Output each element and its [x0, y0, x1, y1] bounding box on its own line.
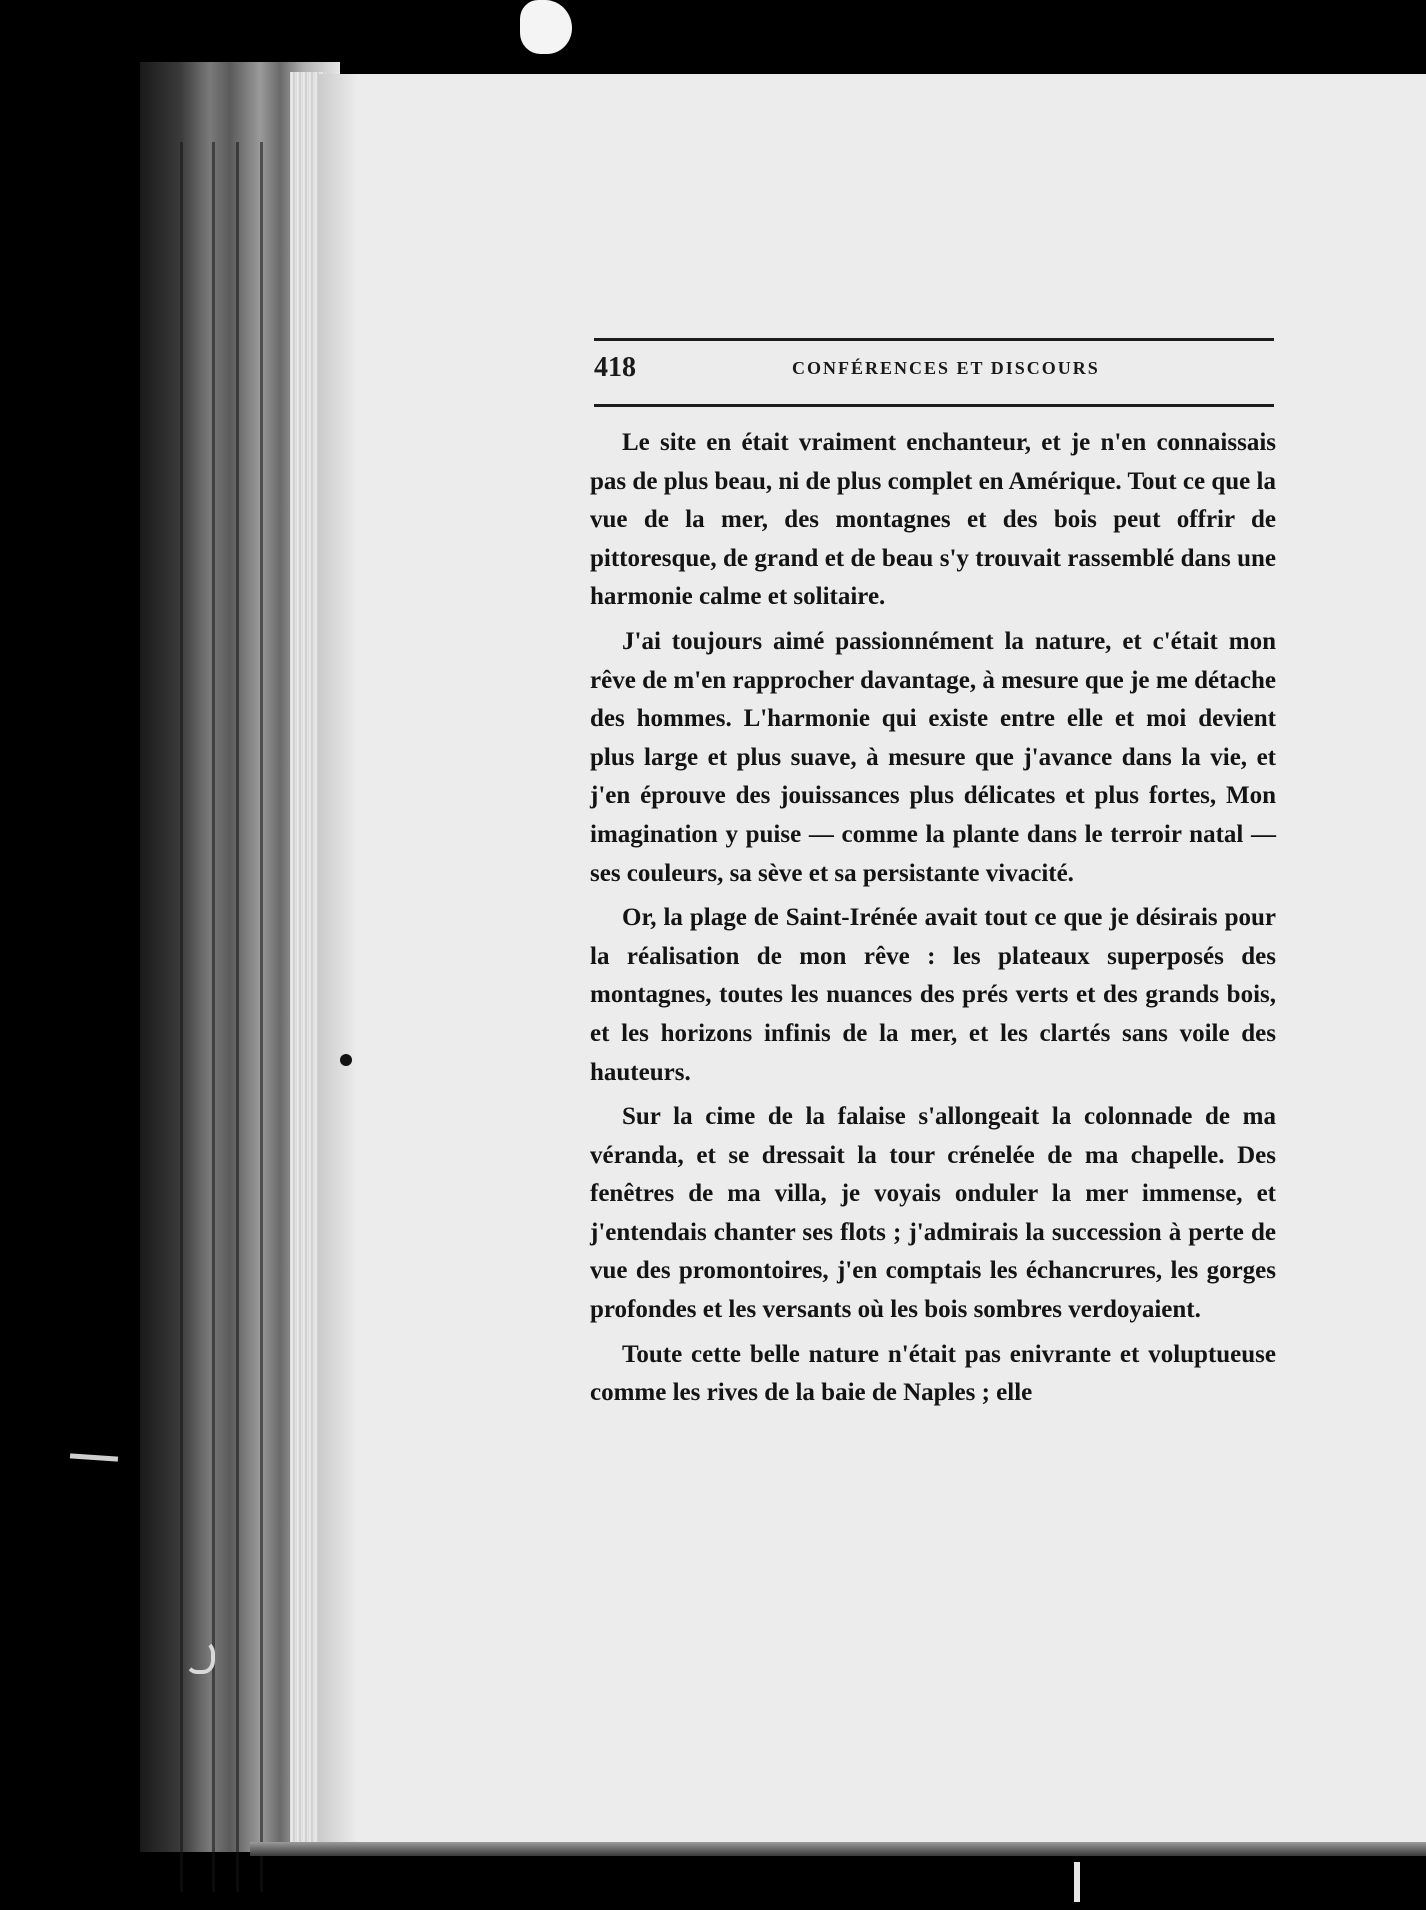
cover-line: [260, 142, 263, 1892]
running-head-title: CONFÉRENCES ET DISCOURS: [792, 358, 1100, 378]
book-bottom-edge: [250, 1842, 1426, 1856]
body-text: [590, 424, 1276, 1419]
paragraph: Sur la cime de la falaise s'allongeait la colonnade de ma véranda, et se dressait la tour crénelée de ma chapelle. Des fenêtres de ma villa, je voyais onduler la mer immense, et j'entendais chanter ses flots ; j'admirais la succession à perte de vue des promontoires, j'en comptais les échancrures, les gorges profondes et les versants où les bois sombres verdoyaient.: [590, 1103, 1276, 1324]
scan-mark: [1074, 1862, 1080, 1902]
paragraph: Le site en était vraiment enchanteur, et je n'en connaissais pas de plus beau, ni de plus complet en Amérique. Tout ce que la vue de la mer, des montagnes et des bois peut offrir de pittoresque, de grand et de beau s'y trouvait rassemblé dans une harmonie calme et solitaire.: [590, 429, 1276, 611]
page-dot: [340, 1054, 352, 1066]
scan-mark: [70, 1453, 118, 1461]
header-rule-bottom: [594, 404, 1274, 407]
paragraph: J'ai toujours aimé passionnément la nature, et c'était mon rêve de m'en rapprocher davantage, à mesure que je me détache des hommes. L'harmonie qui existe entre elle et moi devient plus large et plus suave, à mesure que j'avance dans la vie, et j'en éprouve des jouissances plus délicates et plus fortes, Mon imagination y puise — comme la plante dans le terroir natal — ses couleurs, sa sève et sa persistante vivacité.: [590, 627, 1276, 887]
cover-line: [180, 142, 183, 1892]
cover-line: [212, 142, 215, 1892]
scan-mark: [185, 1640, 215, 1674]
paragraph: Or, la plage de Saint-Irénée avait tout ce que je désirais pour la réalisation de mon rêve : les plateaux superposés des montagnes, toutes les nuances des prés verts et des grands bois, et les horizons infinis de la mer, et les clartés sans voile des hauteurs.: [590, 904, 1276, 1086]
page-gutter-shadow: [318, 74, 358, 1844]
cover-line: [236, 142, 239, 1892]
paragraph: Toute cette belle nature n'était pas enivrante et voluptueuse comme les rives de la baie de Naples ; elle: [590, 1340, 1276, 1407]
scan-speck: [520, 0, 572, 54]
page-number: 418: [594, 352, 636, 383]
running-head: [594, 346, 1274, 394]
header-rule-top: [594, 338, 1274, 341]
